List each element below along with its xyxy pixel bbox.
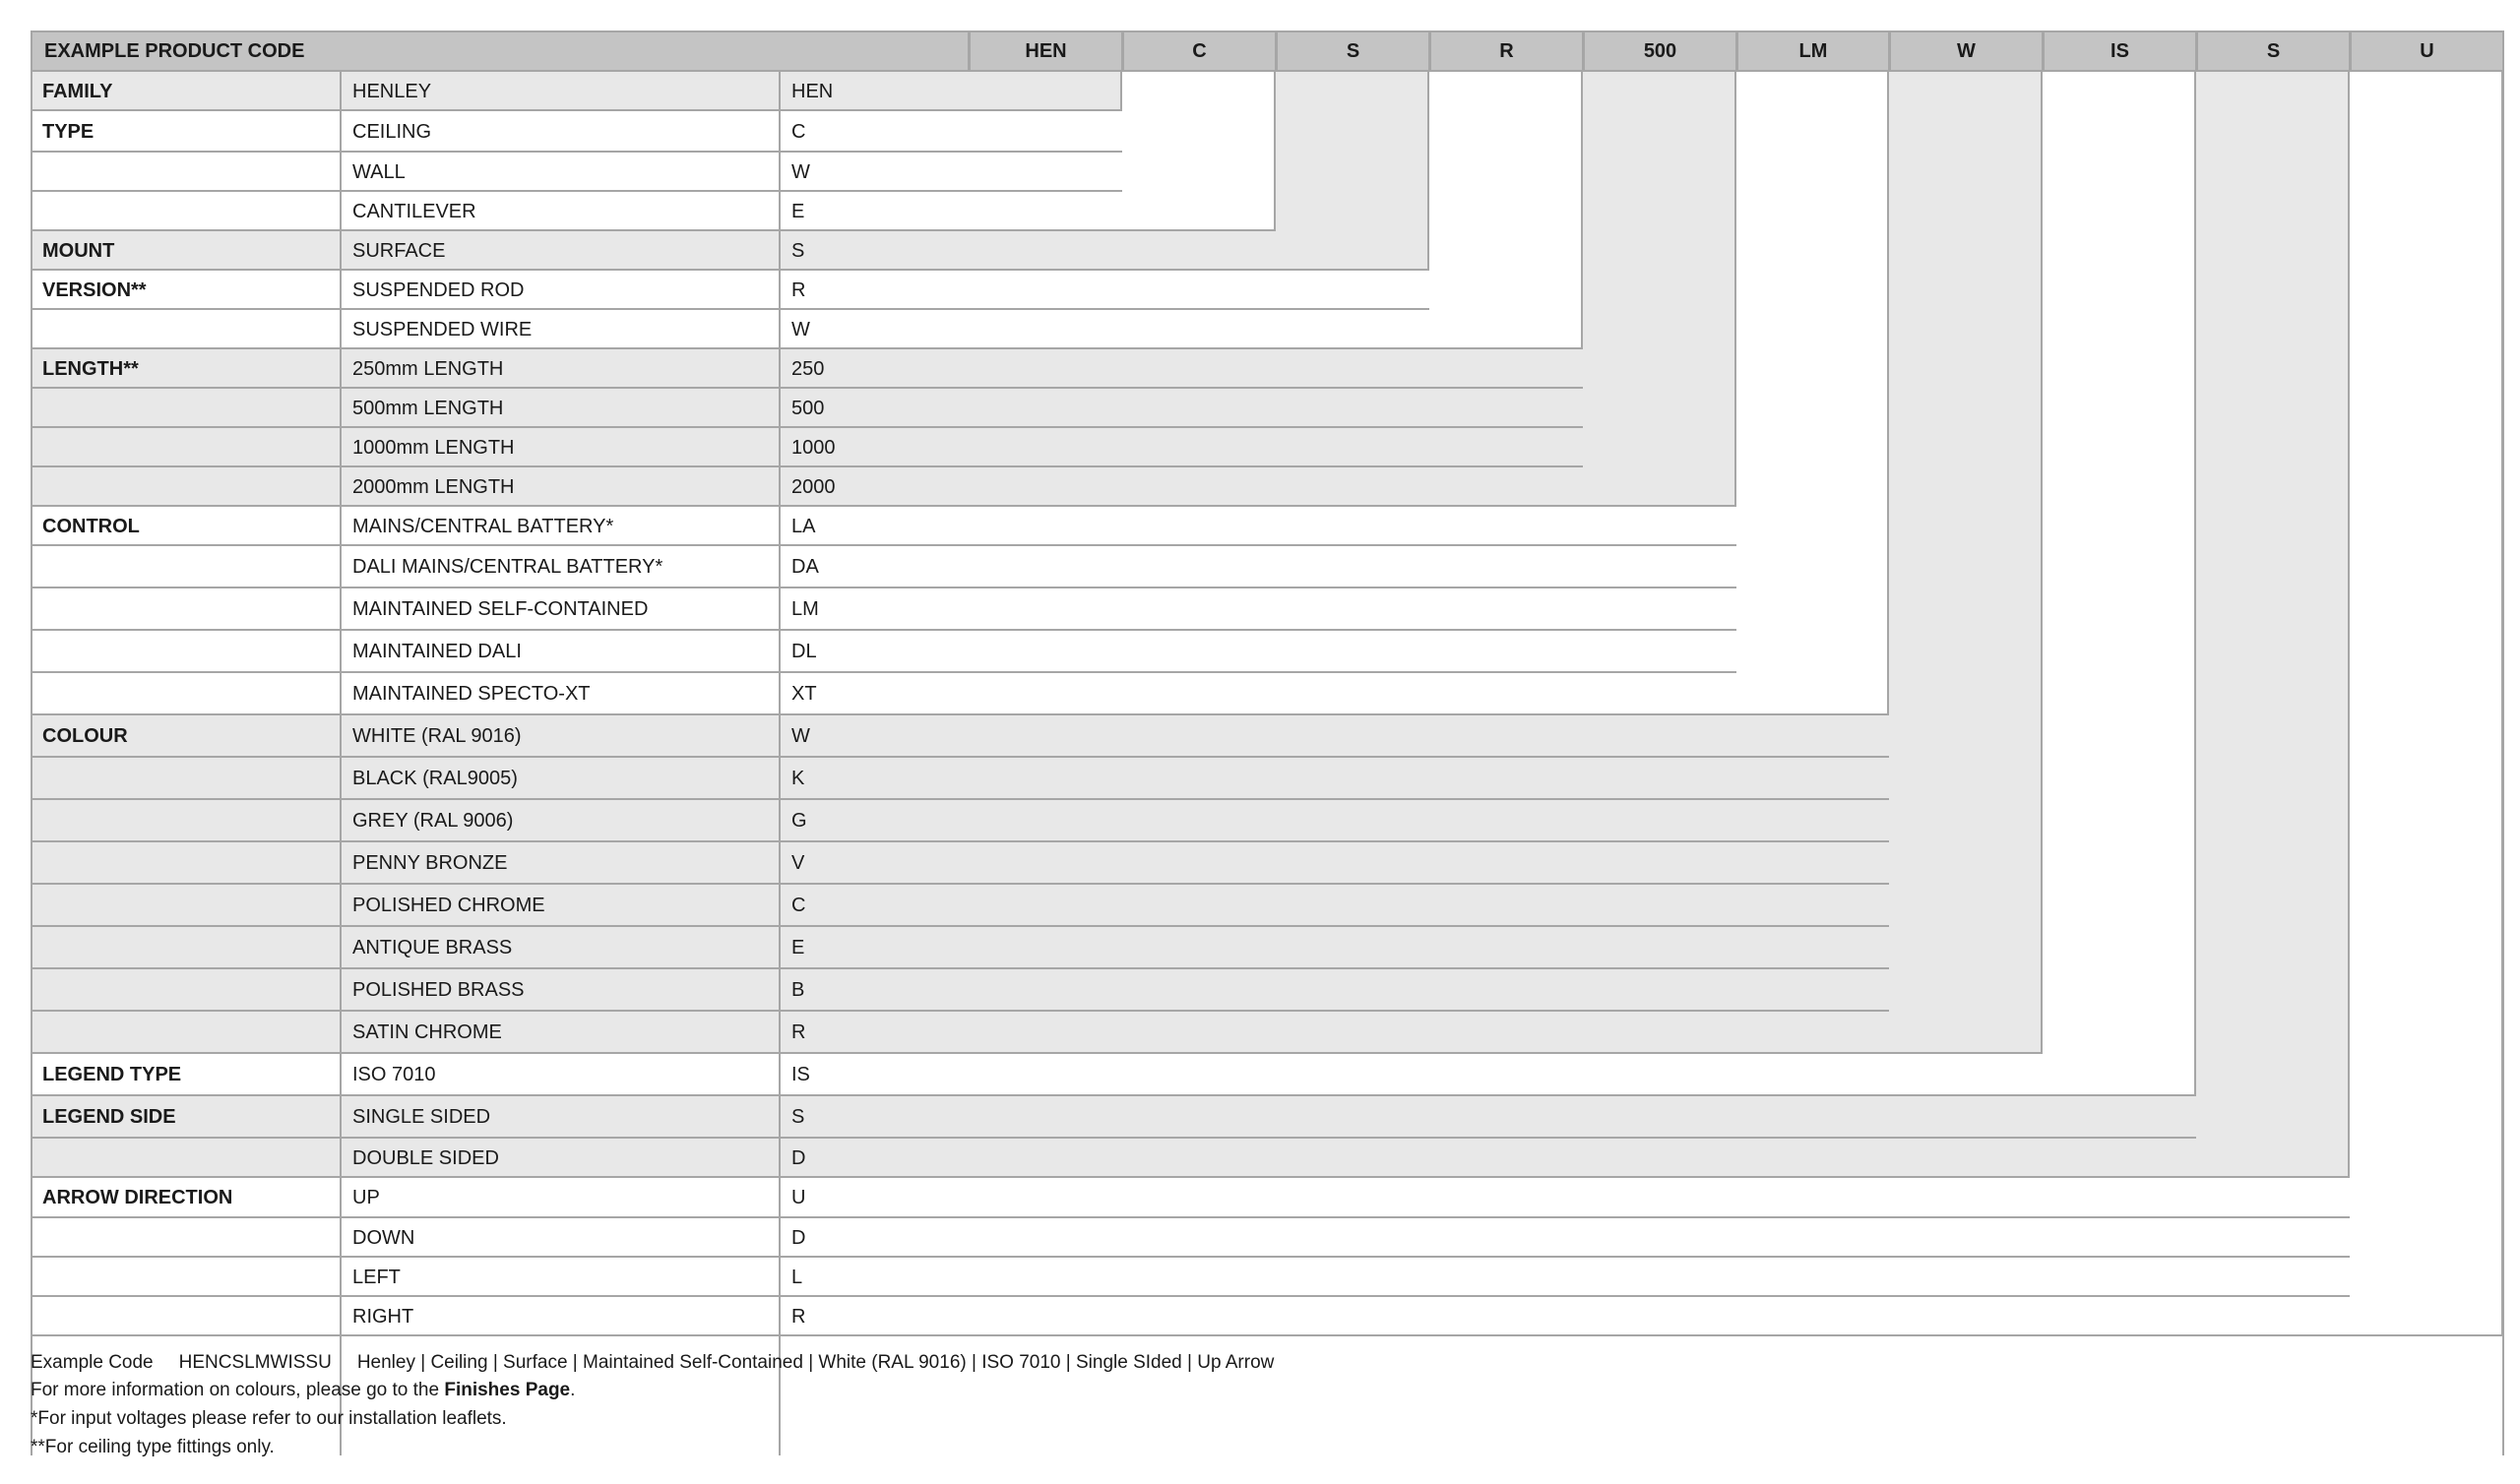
code-cell: R <box>791 1021 806 1043</box>
table-row <box>31 1096 2196 1139</box>
header-code-2: C <box>1122 31 1277 72</box>
table-vertical-line <box>340 72 342 1455</box>
table-row <box>31 927 1889 969</box>
header-code-10: U <box>2350 31 2504 72</box>
code-cell: 2000 <box>791 475 836 498</box>
table-row <box>31 969 1889 1012</box>
header-code-7: W <box>1889 31 2044 72</box>
category-cell <box>31 1012 341 1054</box>
category-cell <box>31 1258 341 1297</box>
table-row <box>31 800 1889 842</box>
group-divider <box>31 1094 2196 1096</box>
code-cell: 250 <box>791 357 825 380</box>
code-cell: 1000 <box>791 436 836 459</box>
option-cell: UP <box>352 1187 380 1208</box>
table-vertical-line <box>779 72 781 1455</box>
code-column-2 <box>1122 72 1276 231</box>
table-row <box>31 546 1736 588</box>
category-cell <box>31 673 341 715</box>
category-cell <box>31 1218 341 1258</box>
code-column-8 <box>2043 72 2196 1096</box>
category-cell: LENGTH** <box>42 357 139 380</box>
finishes-page-link[interactable]: Finishes Page <box>444 1380 571 1400</box>
code-column-7 <box>1889 72 2043 1054</box>
table-row <box>31 1297 2350 1336</box>
table-row <box>31 153 1122 192</box>
option-cell: POLISHED BRASS <box>352 979 525 1001</box>
code-cell: C <box>791 895 806 916</box>
category-cell <box>31 546 341 588</box>
category-cell: VERSION** <box>42 278 147 301</box>
code-cell: HEN <box>791 80 834 102</box>
table-row <box>31 1054 2043 1096</box>
option-cell: LEFT <box>352 1266 401 1288</box>
table-row <box>31 673 1736 715</box>
category-cell <box>31 310 341 349</box>
option-cell: 500mm LENGTH <box>352 397 504 419</box>
table-row <box>31 111 1122 153</box>
code-cell: W <box>791 160 810 183</box>
group-divider <box>31 229 1276 231</box>
category-cell: TYPE <box>42 120 94 143</box>
table-row <box>31 507 1736 546</box>
table-row <box>31 467 1583 507</box>
header-code-6: LM <box>1736 31 1890 72</box>
table-row <box>31 271 1429 310</box>
category-cell <box>31 1139 341 1178</box>
code-cell: S <box>791 1106 805 1128</box>
table-row <box>31 715 1889 758</box>
table-row <box>31 428 1583 467</box>
code-cell: IS <box>791 1064 810 1085</box>
table-row <box>31 349 1583 389</box>
header-code-5: 500 <box>1583 31 1737 72</box>
colours-info-prefix: For more information on colours, please go to the <box>31 1380 445 1400</box>
option-cell: DOWN <box>352 1226 415 1249</box>
category-cell <box>31 969 341 1012</box>
table-row <box>31 1258 2350 1297</box>
option-cell: MAINTAINED SPECTO-XT <box>352 683 591 705</box>
code-column-3 <box>1276 72 1429 271</box>
option-cell: GREY (RAL 9006) <box>352 810 514 832</box>
option-cell: DOUBLE SIDED <box>352 1146 499 1169</box>
option-cell: ANTIQUE BRASS <box>352 937 513 958</box>
code-cell: L <box>791 1266 803 1288</box>
table-row <box>31 885 1889 927</box>
code-cell: V <box>791 852 805 874</box>
option-cell: HENLEY <box>352 80 432 102</box>
code-cell: R <box>791 1305 806 1328</box>
category-cell: ARROW DIRECTION <box>42 1187 233 1208</box>
code-cell: S <box>791 239 805 262</box>
header-code-1: HEN <box>969 31 1123 72</box>
category-cell <box>31 588 341 631</box>
table-row <box>31 1012 1889 1054</box>
table-row <box>31 842 1889 885</box>
table-vertical-line <box>31 72 32 1455</box>
table-row <box>31 231 1276 271</box>
category-cell <box>31 842 341 885</box>
category-cell: LEGEND TYPE <box>42 1064 182 1085</box>
code-cell: D <box>791 1146 806 1169</box>
option-cell: 250mm LENGTH <box>352 357 504 380</box>
header-code-9: S <box>2196 31 2351 72</box>
option-cell: 1000mm LENGTH <box>352 436 515 459</box>
category-cell: MOUNT <box>42 239 115 262</box>
code-column-10 <box>2350 72 2503 1336</box>
example-code-description: Henley | Ceiling | Surface | Maintained Self-Contained | White (RAL 9016) | ISO 7010 | Single SIded | Up Arrow <box>356 1352 1275 1373</box>
option-cell: WHITE (RAL 9016) <box>352 725 522 747</box>
code-cell: W <box>791 318 810 340</box>
code-cell: LA <box>791 515 816 537</box>
option-cell: MAINS/CENTRAL BATTERY* <box>352 515 614 537</box>
category-cell: FAMILY <box>42 80 113 102</box>
code-cell: E <box>791 937 805 958</box>
option-cell: CANTILEVER <box>352 200 476 222</box>
table-row <box>31 1178 2350 1218</box>
category-cell: COLOUR <box>42 725 128 747</box>
example-code-value: HENCSLMWISSU <box>178 1352 332 1373</box>
colours-info-suffix: . <box>570 1380 576 1400</box>
table-row <box>31 310 1429 349</box>
example-code-label: Example Code <box>31 1352 154 1373</box>
group-divider <box>31 1334 2503 1336</box>
header-code-4: R <box>1429 31 1584 72</box>
category-cell: LEGEND SIDE <box>42 1106 176 1128</box>
table-header-title: EXAMPLE PRODUCT CODE <box>31 31 970 72</box>
category-cell <box>31 153 341 192</box>
group-divider <box>31 269 1429 271</box>
group-divider <box>31 1176 2350 1178</box>
group-divider <box>31 1052 2043 1054</box>
code-cell: D <box>791 1226 806 1249</box>
category-cell <box>31 758 341 800</box>
group-divider <box>31 347 1583 349</box>
code-cell: 500 <box>791 397 825 419</box>
category-cell <box>31 192 341 231</box>
category-cell <box>31 428 341 467</box>
table-row <box>31 72 969 111</box>
category-cell <box>31 885 341 927</box>
code-cell: XT <box>791 683 817 705</box>
code-column-1 <box>969 72 1122 111</box>
option-cell: RIGHT <box>352 1305 414 1328</box>
table-row <box>31 1218 2350 1258</box>
group-divider <box>31 713 1889 715</box>
code-cell: DA <box>791 556 819 578</box>
table-right-edge <box>2502 31 2504 1455</box>
option-cell: BLACK (RAL9005) <box>352 768 518 789</box>
option-cell: ISO 7010 <box>352 1064 436 1085</box>
code-cell: E <box>791 200 805 222</box>
code-column-5 <box>1583 72 1736 507</box>
code-cell: LM <box>791 598 819 620</box>
option-cell: CEILING <box>352 120 432 143</box>
example-code-line <box>31 1352 1274 1374</box>
option-cell: PENNY BRONZE <box>352 852 508 874</box>
option-cell: 2000mm LENGTH <box>352 475 515 498</box>
code-cell: W <box>791 725 810 747</box>
header-code-8: IS <box>2043 31 2197 72</box>
option-cell: SUSPENDED ROD <box>352 278 525 301</box>
table-row <box>31 192 1122 231</box>
option-cell: SUSPENDED WIRE <box>352 318 533 340</box>
ceiling-note: **For ceiling type fittings only. <box>31 1437 275 1457</box>
voltage-note: *For input voltages please refer to our installation leaflets. <box>31 1408 507 1429</box>
option-cell: SINGLE SIDED <box>352 1106 491 1128</box>
table-row <box>31 389 1583 428</box>
group-divider <box>31 505 1736 507</box>
option-cell: WALL <box>352 160 406 183</box>
code-cell: DL <box>791 641 817 662</box>
table-row <box>31 588 1736 631</box>
code-cell: G <box>791 810 807 832</box>
header-code-3: S <box>1276 31 1430 72</box>
category-cell: CONTROL <box>42 515 140 537</box>
category-cell <box>31 1297 341 1336</box>
code-cell: B <box>791 979 805 1001</box>
category-cell <box>31 800 341 842</box>
table-row <box>31 758 1889 800</box>
code-cell: U <box>791 1187 806 1208</box>
option-cell: MAINTAINED SELF-CONTAINED <box>352 598 649 620</box>
code-cell: K <box>791 768 805 789</box>
option-cell: DALI MAINS/CENTRAL BATTERY* <box>352 556 663 578</box>
code-column-9 <box>2196 72 2350 1178</box>
table-row <box>31 1139 2196 1178</box>
category-cell <box>31 389 341 428</box>
category-cell <box>31 467 341 507</box>
code-column-4 <box>1429 72 1583 349</box>
code-cell: R <box>791 278 806 301</box>
colours-info-line <box>31 1380 575 1401</box>
table-row <box>31 631 1736 673</box>
category-cell <box>31 631 341 673</box>
option-cell: POLISHED CHROME <box>352 895 545 916</box>
option-cell: SURFACE <box>352 239 446 262</box>
option-cell: MAINTAINED DALI <box>352 641 522 662</box>
group-divider <box>31 109 1122 111</box>
option-cell: SATIN CHROME <box>352 1021 502 1043</box>
code-cell: C <box>791 120 806 143</box>
category-cell <box>31 927 341 969</box>
code-column-6 <box>1736 72 1889 715</box>
